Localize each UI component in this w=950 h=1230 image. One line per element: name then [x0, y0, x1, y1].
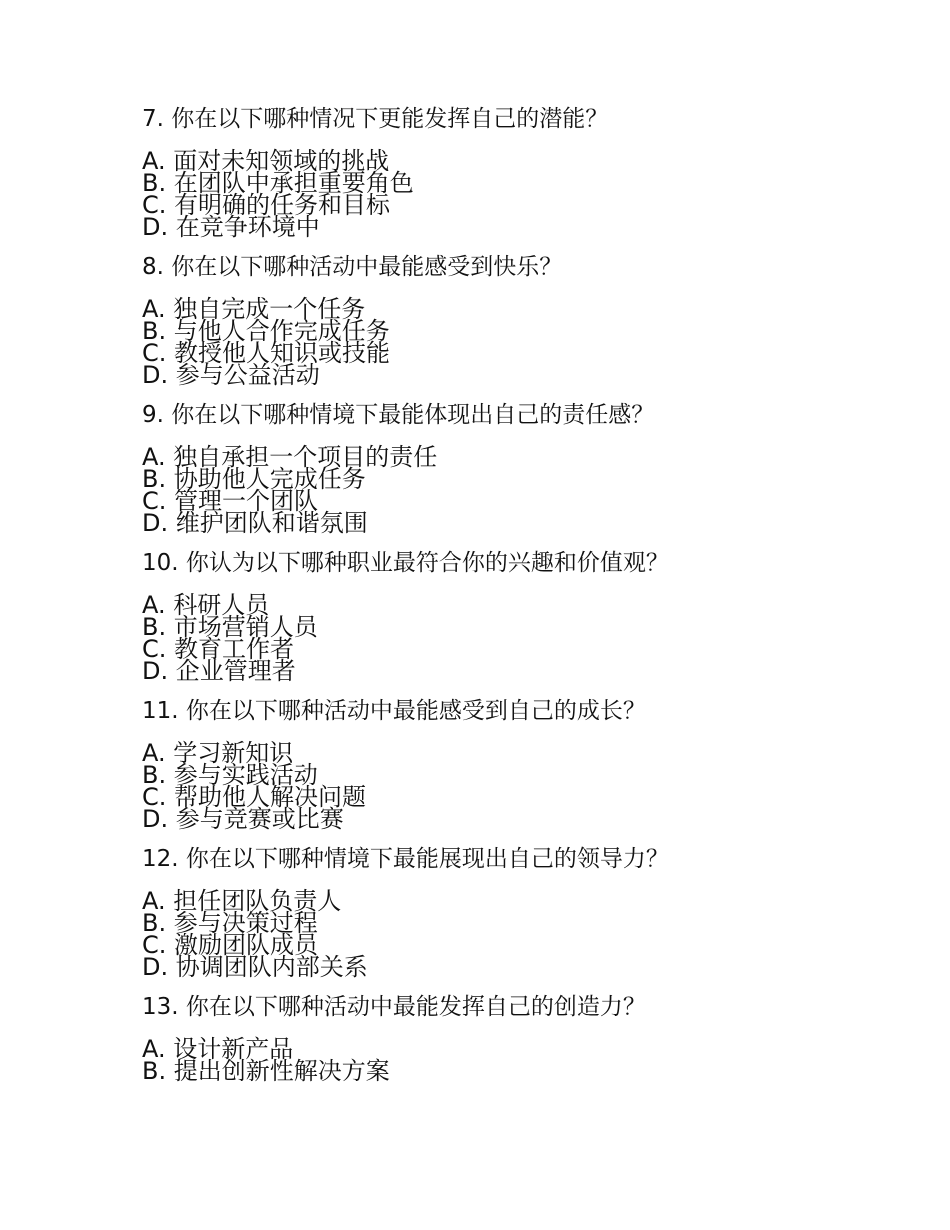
question-12 — [142, 844, 902, 981]
option-c: C. 教育工作者 — [142, 635, 295, 663]
option-c: C. 激励团队成员 — [142, 931, 319, 959]
question-text: 11. 你在以下哪种活动中最能感受到自己的成长？ — [142, 698, 646, 724]
option-d: D. 维护团队和谐氛围 — [142, 509, 368, 537]
question-13 — [142, 992, 902, 1085]
question-11 — [142, 696, 902, 833]
option-c: C. 管理一个团队 — [142, 487, 319, 515]
option-c: C. 教授他人知识或技能 — [142, 339, 391, 367]
option-b: B. 市场营销人员 — [142, 613, 318, 641]
question-text: 12. 你在以下哪种情境下最能展现出自己的领导力？ — [142, 846, 669, 872]
option-b: B. 协助他人完成任务 — [142, 465, 366, 493]
option-list — [142, 739, 902, 833]
option-c: C. 帮助他人解决问题 — [142, 783, 367, 811]
option-list — [142, 887, 902, 981]
option-d: D. 参与竞赛或比赛 — [142, 805, 344, 833]
option-d: D. 协调团队内部关系 — [142, 953, 368, 981]
option-b: B. 参与实践活动 — [142, 761, 318, 789]
option-list — [142, 295, 902, 389]
option-a: A. 科研人员 — [142, 591, 270, 619]
question-text: 13. 你在以下哪种活动中最能发挥自己的创造力？ — [142, 994, 646, 1020]
option-d: D. 参与公益活动 — [142, 361, 320, 389]
option-list — [142, 1035, 902, 1085]
option-b: B. 提出创新性解决方案 — [142, 1057, 390, 1085]
option-a: A. 独自承担一个项目的责任 — [142, 443, 438, 471]
option-list — [142, 443, 902, 537]
document-page — [142, 104, 902, 1096]
option-a: A. 学习新知识 — [142, 739, 294, 767]
option-c: C. 有明确的任务和目标 — [142, 191, 391, 219]
option-list — [142, 591, 902, 685]
question-text: 10. 你认为以下哪种职业最符合你的兴趣和价值观？ — [142, 550, 669, 576]
option-b: B. 参与决策过程 — [142, 909, 318, 937]
option-a: A. 面对未知领域的挑战 — [142, 147, 390, 175]
option-b: B. 与他人合作完成任务 — [142, 317, 390, 345]
option-list — [142, 147, 902, 241]
option-d: D. 企业管理者 — [142, 657, 296, 685]
option-a: A. 设计新产品 — [142, 1035, 294, 1063]
question-text: 7. 你在以下哪种情况下更能发挥自己的潜能？ — [142, 106, 609, 132]
question-text: 8. 你在以下哪种活动中最能感受到快乐？ — [142, 254, 563, 280]
option-a: A. 独自完成一个任务 — [142, 295, 366, 323]
question-text: 9. 你在以下哪种情境下最能体现出自己的责任感？ — [142, 402, 655, 428]
question-9 — [142, 400, 902, 537]
option-d: D. 在竞争环境中 — [142, 213, 320, 241]
option-b: B. 在团队中承担重要角色 — [142, 169, 414, 197]
question-10 — [142, 548, 902, 685]
question-8 — [142, 252, 902, 389]
question-7 — [142, 104, 902, 241]
option-a: A. 担任团队负责人 — [142, 887, 342, 915]
